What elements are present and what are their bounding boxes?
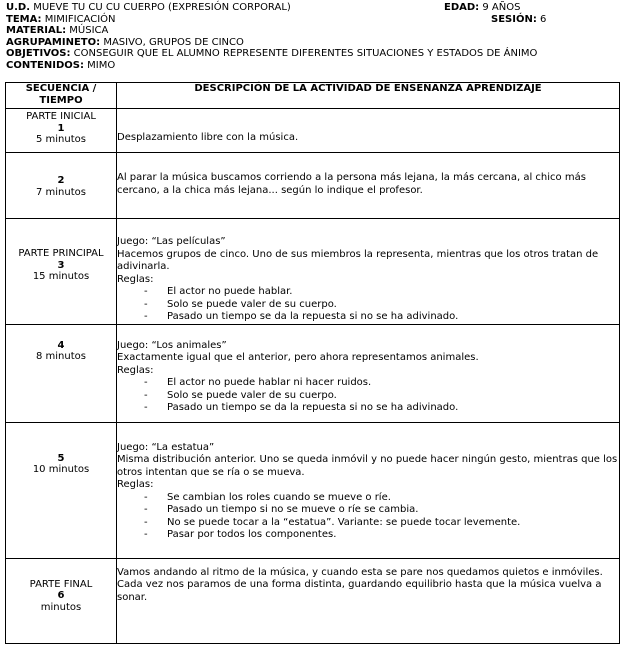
table-row	[6, 558, 620, 644]
col-secuencia-line2: TIEMPO	[39, 94, 83, 106]
activity-time: 8 minutos	[36, 351, 86, 362]
rules-label: Reglas:	[117, 273, 154, 285]
desc-cell	[117, 109, 620, 153]
activity-number: 5	[57, 452, 65, 464]
desc-cell	[117, 324, 620, 422]
objetivos-label: OBJETIVOS:	[6, 48, 71, 59]
seq-cell	[6, 422, 117, 558]
table-header-row	[6, 83, 620, 109]
activity-text: Desplazamiento libre con la música.	[117, 132, 299, 143]
edad-group	[444, 2, 520, 14]
ud-label: U.D.	[6, 2, 31, 13]
seq-cell	[6, 324, 117, 422]
game-title: Juego: “Las películas”	[117, 236, 226, 247]
objetivos-line	[6, 48, 618, 60]
game-title: Juego: “Los animales”	[117, 339, 227, 351]
activity-time: 5 minutos	[36, 134, 86, 145]
part-label: PARTE FINAL	[29, 578, 93, 590]
activity-text: Al parar la música buscamos corriendo a la persona más lejana, la más cercana, al chico más cercano, a la chica más lejana... según lo indique el profesor.	[117, 172, 586, 196]
rule-item: - Pasar por todos los componentes.	[117, 529, 619, 542]
part-label: PARTE PRINCIPAL	[18, 248, 104, 259]
rules-label: Reglas:	[117, 479, 154, 490]
ud-value: MUEVE TU CU CU CUERPO (EXPRESIÓN CORPORAL)	[33, 2, 291, 13]
contenidos-line	[6, 60, 618, 72]
sesion-label: SESIÓN:	[491, 13, 537, 25]
activity-number: 3	[57, 259, 65, 271]
rule-item: - Se cambian los roles cuando se mueve o ríe.	[117, 492, 619, 505]
game-title: Juego: “La estatua”	[117, 441, 215, 453]
edad-label: EDAD:	[444, 2, 480, 13]
activity-time: 10 minutos	[32, 464, 90, 475]
col-secuencia-line1: SECUENCIA /	[25, 83, 97, 94]
tema-line	[6, 14, 618, 26]
table-row	[6, 153, 620, 219]
seq-cell	[6, 558, 117, 644]
activity-number: 2	[57, 175, 65, 186]
agrupamiento-line	[6, 37, 618, 49]
seq-cell	[6, 153, 117, 219]
contenidos-label: CONTENIDOS:	[6, 59, 84, 71]
activity-number: 1	[57, 122, 65, 134]
activity-text: Exactamente igual que el anterior, pero ahora representamos animales.	[117, 352, 479, 363]
rules-list	[117, 377, 619, 415]
rule-item: - El actor no puede hablar ni hacer ruidos.	[117, 377, 619, 390]
activity-time: minutos	[40, 601, 82, 613]
agrupamiento-label: AGRUPAMINETO:	[6, 36, 101, 48]
rule-item: - El actor no puede hablar.	[117, 286, 619, 299]
rules-list	[117, 286, 619, 324]
part-label: PARTE INICIAL	[26, 111, 96, 122]
rule-item: - Solo se puede valer de su cuerpo.	[117, 390, 619, 403]
material-label: MATERIAL:	[6, 25, 67, 36]
contenidos-value: MIMO	[87, 59, 116, 71]
desc-cell	[117, 558, 620, 644]
tema-label: TEMA:	[6, 13, 42, 25]
rules-list	[117, 492, 619, 542]
table-row	[6, 324, 620, 422]
activity-text: Misma distribución anterior. Uno se queda inmóvil y no puede hacer ningún gesto, mientras que los otros intentan que se ría o se mueva.	[117, 454, 618, 478]
agrupamiento-value: MASIVO, GRUPOS DE CINCO	[103, 36, 244, 48]
objetivos-value: CONSEGUIR QUE EL ALUMNO REPRESENTE DIFERENTES SITUACIONES Y ESTADOS DE ÁNIMO	[73, 48, 538, 59]
activity-text: Vamos andando al ritmo de la música, y cuando esta se pare nos quedamos quietos e inmóviles. Cada vez nos paramos de una forma distinta, guardando equilibrio hasta que la música vuelva a sonar.	[117, 566, 603, 603]
col-secuencia-header	[6, 83, 117, 109]
activity-text: Hacemos grupos de cinco. Uno de sus miembros la representa, mientras que los otros tratan de adivinarla.	[117, 248, 599, 272]
table-row	[6, 219, 620, 325]
seq-cell	[6, 219, 117, 325]
col-descripcion-header: DESCRIPCIÓN DE LA ACTIVIDAD DE ENSEÑANZA APRENDIZAJE	[117, 83, 620, 109]
rule-item: - No se puede tocar a la “estatua”. Variante: se puede tocar levemente.	[117, 517, 619, 530]
tema-value: MIMIFICACIÓN	[44, 13, 116, 25]
material-value: MÚSICA	[69, 25, 109, 36]
sesion-group	[491, 14, 546, 26]
desc-cell	[117, 422, 620, 558]
desc-cell	[117, 219, 620, 325]
activity-number: 6	[57, 590, 65, 601]
rules-label: Reglas:	[117, 364, 154, 376]
rule-item: - Solo se puede valer de su cuerpo.	[117, 299, 619, 312]
desc-cell	[117, 153, 620, 219]
rule-item: - Pasado un tiempo si no se mueve o ríe se cambia.	[117, 504, 619, 517]
material-line	[6, 25, 618, 37]
sesion-value: 6	[540, 13, 547, 25]
seq-cell	[6, 109, 117, 153]
table-row	[6, 109, 620, 153]
rule-item: - Pasado un tiempo se da la repuesta si no se ha adivinado.	[117, 402, 619, 415]
ud-line	[6, 2, 618, 14]
activity-table	[5, 82, 620, 644]
lesson-header	[6, 2, 618, 71]
activity-time: 7 minutos	[36, 186, 86, 198]
activity-number: 4	[57, 339, 65, 351]
activity-time: 15 minutos	[32, 271, 90, 282]
table-row	[6, 422, 620, 558]
edad-value: 9 AÑOS	[482, 2, 521, 13]
rule-item: - Pasado un tiempo se da la repuesta si no se ha adivinado.	[117, 311, 619, 324]
